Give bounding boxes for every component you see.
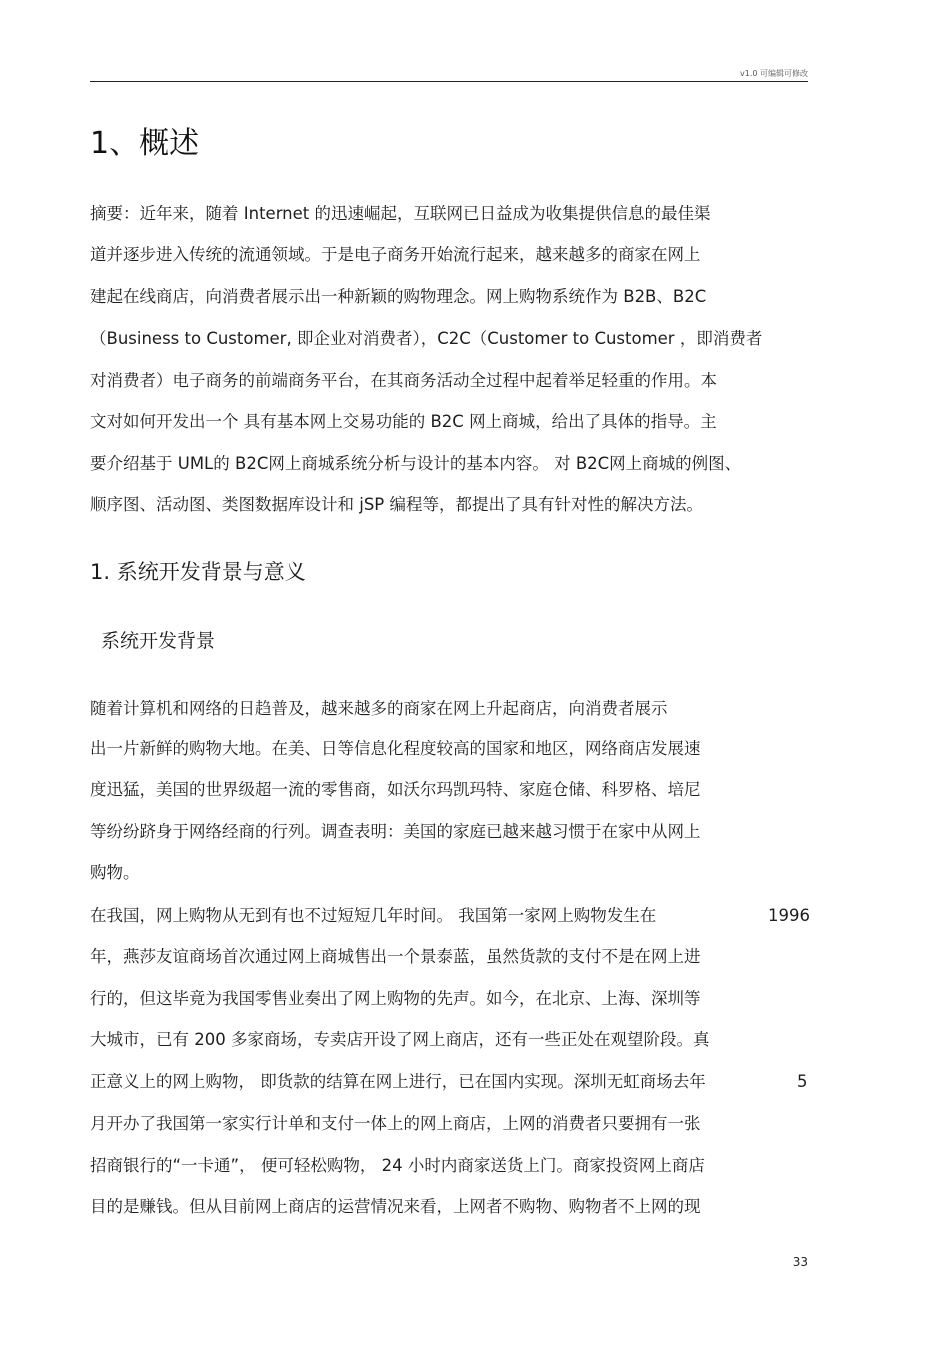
abstract-line: 摘要：近年来，随着 Internet 的迅速崛起，互联网已日益成为收集提供信息的最佳渠 — [90, 204, 711, 223]
section-subheading: 系统开发背景 — [101, 630, 216, 652]
paragraph-line: 度迅猛，美国的世界级超一流的零售商，如沃尔玛凯玛特、家庭仓储、科罗格、培尼 — [90, 780, 701, 799]
abstract-line: 对消费者）电子商务的前端商务平台，在其商务活动全过程中起着举足轻重的作用。本 — [90, 371, 717, 390]
year-number: 1996 — [768, 906, 810, 925]
paragraph-line: 招商银行的“一卡通”， 便可轻松购物， 24 小时内商家送货上门。商家投资网上商店 — [90, 1156, 705, 1175]
paragraph-line: 等纷纷跻身于网络经商的行列。调查表明：美国的家庭已越来越习惯于在家中从网上 — [90, 822, 701, 841]
section-heading: 1. 系统开发背景与意义 — [90, 560, 306, 584]
abstract-line: 道并逐步进入传统的流通领域。于是电子商务开始流行起来，越来越多的商家在网上 — [90, 245, 701, 264]
paragraph-line: 大城市，已有 200 多家商场，专卖店开设了网上商店，还有一些正处在观望阶段。真 — [90, 1030, 710, 1049]
abstract-line: 建起在线商店，向消费者展示出一种新颖的购物理念。网上购物系统作为 B2B、B2C — [90, 287, 707, 306]
header-version-note: v1.0 可编辑可修改 — [740, 69, 808, 78]
paragraph-line: 出一片新鲜的购物大地。在美、日等信息化程度较高的国家和地区，网络商店发展速 — [90, 739, 701, 758]
paragraph-line: 正意义上的网上购物， 即货款的结算在网上进行，已在国内实现。深圳无虹商场去年 — [90, 1072, 706, 1091]
paragraph-line: 行的，但这毕竟为我国零售业奏出了网上购物的先声。如今，在北京、上海、深圳等 — [90, 989, 701, 1008]
abstract-line: 要介绍基于 UML的 B2C网上商城系统分析与设计的基本内容。 对 B2C网上商城的例图、 — [90, 454, 742, 473]
month-number: 5 — [797, 1072, 808, 1091]
paragraph-line: 年，燕莎友谊商场首次通过网上商城售出一个景泰蓝，虽然货款的支付不是在网上进 — [90, 947, 701, 966]
abstract-line: 顺序图、活动图、类图数据库设计和 jSP 编程等，都提出了具有针对性的解决方法。 — [90, 495, 703, 514]
page-title: 1、概述 — [90, 126, 200, 161]
abstract-line: 文对如何开发出一个 具有基本网上交易功能的 B2C 网上商城，给出了具体的指导。主 — [90, 412, 717, 431]
paragraph-line: 在我国，网上购物从无到有也不过短短几年时间。 我国第一家网上购物发生在 — [90, 906, 657, 925]
page-number: 33 — [792, 1255, 808, 1269]
header-rule — [90, 81, 808, 82]
paragraph-line: 目的是赚钱。但从目前网上商店的运营情况来看，上网者不购物、购物者不上网的现 — [90, 1197, 701, 1216]
paragraph-line: 随着计算机和网络的日趋普及，越来越多的商家在网上升起商店，向消费者展示 — [90, 699, 668, 718]
paragraph-line: 月开办了我国第一家实行计单和支付一体上的网上商店，上网的消费者只要拥有一张 — [90, 1114, 701, 1133]
abstract-line: （Business to Customer, 即企业对消费者），C2C（Customer to Customer ，即消费者 — [90, 329, 763, 348]
paragraph-line: 购物。 — [90, 863, 140, 882]
